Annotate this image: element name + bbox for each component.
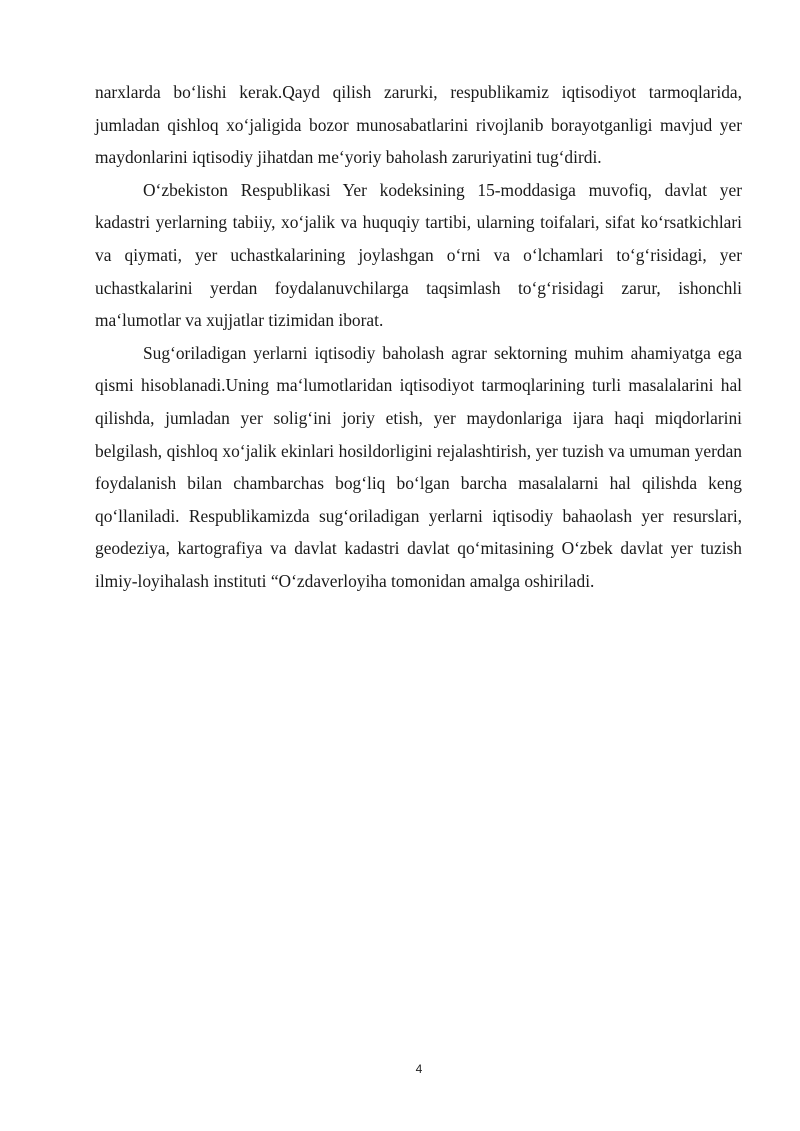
body-text <box>95 76 742 598</box>
paragraph-continuation: narxlarda bo‘lishi kerak.Qayd qilish zarurki, respublikamiz iqtisodiyot tarmoqlarida, jumladan qishloq xo‘jaligida bozor munosabatlarini rivojlanib borayotganligi mavjud yer maydonlarini iqtisodiy jihatdan me‘yoriy baholash zaruriyatini tug‘dirdi. <box>95 82 742 168</box>
paragraph-irrigated-land-valuation: Sug‘oriladigan yerlarni iqtisodiy baholash agrar sektorning muhim ahamiyatga ega qismi hisoblanadi.Uning ma‘lumotlaridan iqtisodiyot tarmoqlarining turli masalalarini hal qilishda, jumladan yer solig‘ini joriy etish, yer maydonlariga ijara haqi miqdorlarini belgilash, qishloq xo‘jalik ekinlari hosildorligini rejalashtirish, yer tuzish va umuman yerdan foydalanish bilan chambarchas bog‘liq bo‘lgan barcha masalalarni hal qilishda keng qo‘llaniladi. Respublikamizda sug‘oriladigan yerlarni iqtisodiy bahaolash yer resurslari, geodeziya, kartografiya va davlat kadastri davlat qo‘mitasining O‘zbek davlat yer tuzish ilmiy-loyihalash instituti “O‘zdaverloyiha tomonidan amalga oshiriladi. <box>95 342 742 591</box>
paragraph-land-cadastre: O‘zbekiston Respublikasi Yer kodeksining 15-moddasiga muvofiq, davlat yer kadastri yerlarning tabiiy, xo‘jalik va huquqiy tartibi, ularning toifalari, sifat ko‘rsatkichlari va qiymati, yer uchastkalarining joylashgan o‘rni va o‘lchamlari to‘g‘risidagi, yer uchastkalarini yerdan foydalanuvchilarga taqsimlash to‘g‘risidagi zarur, ishonchli ma‘lumotlar va xujjatlar tizimidan iborat. <box>95 179 742 331</box>
page-number: 4 <box>415 1062 423 1076</box>
